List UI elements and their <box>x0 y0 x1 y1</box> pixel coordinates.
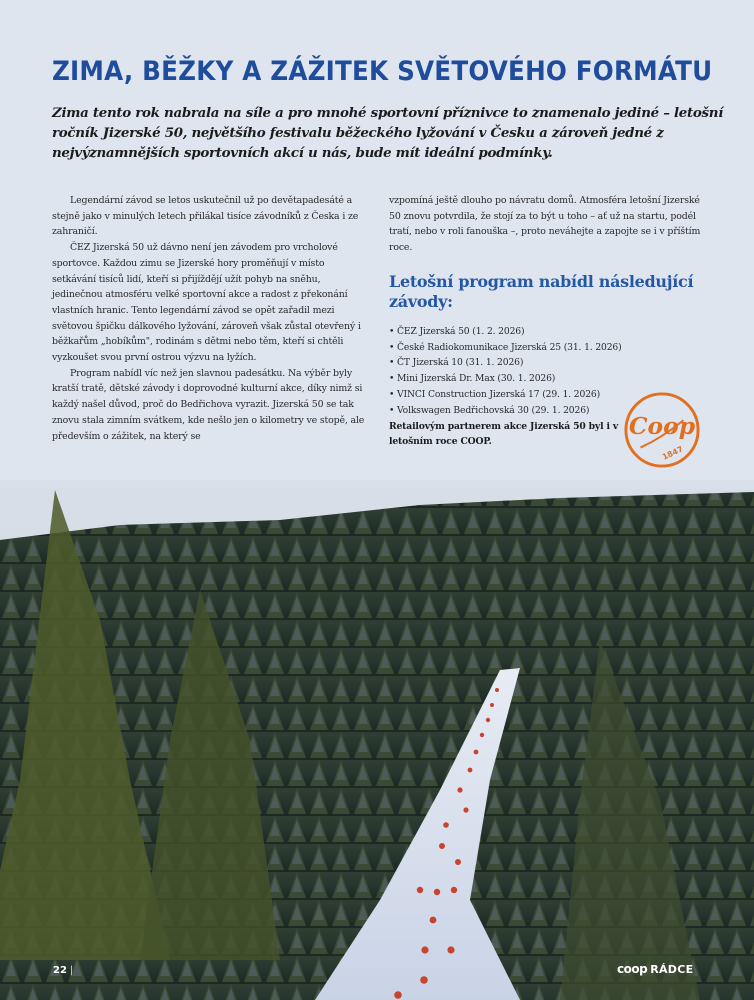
page-number <box>53 965 73 976</box>
brand-coop-logo: coop <box>617 962 648 976</box>
paragraph-2: ČEZ Jizerská 50 už dávno není jen závodem pro vrcholové sportovce. Každou zimu se Jizerské hory proměňují v místo setkávání tisíců lidí, kteří si přijíždějí užít pohyb na sněhu, jedinečnou atmosféru velké sportovní akce a radost z překonání vlastních hranic. Tento legendární závod se opět zařadil mezi světovou špičku dálkového lyžování, zároveň však zůstal otevřený i běžkařům „hobíkům", rodinám s dětmi nebo těm, kteří si chtěli vyzkoušet svou první ostrou výzvu na lyžích. <box>52 242 361 364</box>
logo-wordmark: Coop <box>628 411 696 440</box>
race-item: • České Radiokomunikace Jizerská 25 (31. 1. 2026) <box>389 340 709 356</box>
logo-year: 1847 <box>660 444 685 462</box>
partner-note: Retailovým partnerem akce Jizerská 50 byl i v letošním roce COOP. <box>389 420 619 448</box>
paragraph-3: Program nabídl víc než jen slavnou padesátku. Na výběr byly kratší tratě, dětské závody i doprovodné kulturní akce, díky nimž si každý našel důvod, proč do Bedřichova vyrazit. Jizerská 50 se tak znovu stala zimním svátkem, kde nešlo jen o kilometry ve stopě, ale především o zážitek, na který se <box>52 367 365 442</box>
article-lead: Zima tento rok nabrala na síle a pro mnohé sportovní příznivce to znamenalo jediné – letošní ročník Jizerské 50, největšího festivalu běžeckého lyžování v Česku a zároveň jedné z nejvýznamnějších sportovních akcí u nás, bude mít ideální podmínky. <box>52 105 723 161</box>
brand-name: RÁDCE <box>650 963 694 976</box>
text-column-left <box>52 193 367 444</box>
paragraph-1: Legendární závod se letos uskutečnil už po devětapadesáté a stejně jako v minulých letech přilákal tisíce závodníků z Česka i ze zahraničí. <box>52 195 359 238</box>
race-item: • ČT Jizerská 10 (31. 1. 2026) <box>389 355 709 371</box>
coop-1847-logo <box>623 391 701 469</box>
race-item: • VINCI Construction Jizerská 17 (29. 1. 2026) <box>389 387 709 403</box>
publication-brand <box>617 962 693 976</box>
paragraph-4: vzpomíná ještě dlouho po návratu domů. Atmosféra letošní Jizerské 50 znovu potvrdila, že stojí za to být u toho – ať už na startu, podél tratí, nebo v roli fanouška –, proto neváhejte a zapojte se i v příštím roce. <box>389 195 701 254</box>
race-item: • ČEZ Jizerská 50 (1. 2. 2026) <box>389 324 709 340</box>
race-item: • Mini Jizerská Dr. Max (30. 1. 2026) <box>389 371 709 387</box>
forest-ski-photo <box>0 480 754 1000</box>
page-separator: | <box>69 965 74 976</box>
page-number-value: 22 <box>53 965 67 976</box>
race-item: • Volkswagen Bedřichovská 30 (29. 1. 2026) <box>389 403 709 419</box>
article-title: ZIMA, BĚŽKY A ZÁŽITEK SVĚTOVÉHO FORMÁTU <box>52 56 713 87</box>
photo-illustration <box>0 480 754 1000</box>
program-heading: Letošní program nabídl následující závody: <box>389 271 694 311</box>
